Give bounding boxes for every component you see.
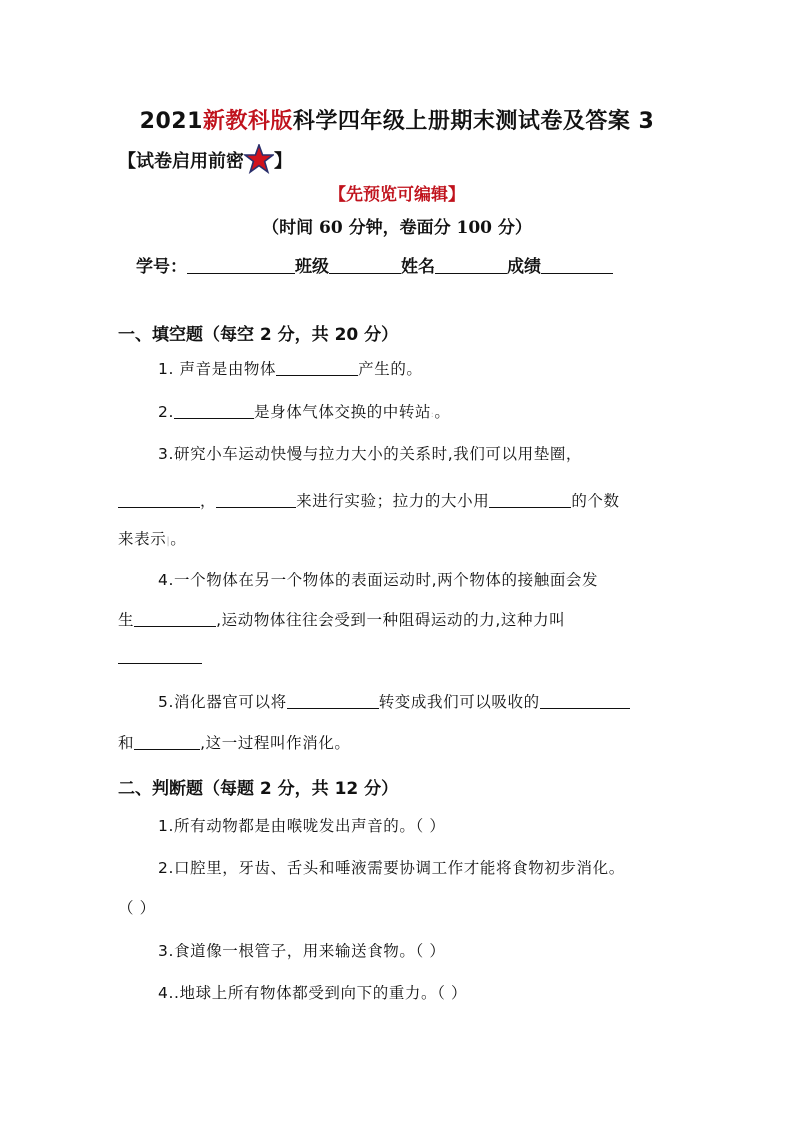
title-year: 2021	[139, 109, 203, 134]
fill-question-4-cont: 生 ,运动物体往往会受到一种阻碍运动的力,这种力叫	[118, 611, 566, 629]
fill-question-3-cont: ， 来进行实验；拉力的大小用 的个数	[118, 489, 620, 511]
answer-blank[interactable]	[276, 360, 358, 376]
answer-blank[interactable]	[118, 648, 202, 664]
student-info-line: 学号： 班级 姓名 成绩	[136, 252, 613, 277]
fill-question-3: 3.研究小车运动快慢与拉力大小的关系时,我们可以用垫圈，	[158, 445, 583, 463]
answer-blank[interactable]	[540, 693, 630, 709]
answer-blank[interactable]	[174, 403, 254, 419]
confidential-label: 【试卷启用前密 】	[118, 144, 292, 174]
judge-question-2: 2.口腔里，牙齿、舌头和唾液需要协调工作才能将食物初步消化。	[158, 859, 625, 877]
title-rest: 科学四年级上册期末测试卷及答案 3	[292, 109, 655, 134]
judge-question-4: 4..地球上所有物体都受到向下的重力。（ ）	[158, 984, 468, 1002]
answer-blank[interactable]	[216, 492, 296, 508]
fill-question-5-cont: 和 ,这一过程叫作消化。	[118, 734, 351, 752]
answer-blank[interactable]	[134, 734, 200, 750]
fill-question-1: 1. 声音是由物体 产生的。	[158, 360, 423, 378]
judge-question-3: 3.食道像一根管子，用来输送食物。（ ）	[158, 942, 446, 960]
section-fill-heading: 一、填空题（每空 2 分，共 20 分）	[118, 325, 399, 345]
document-title	[0, 104, 794, 135]
answer-blank[interactable]	[287, 693, 379, 709]
fill-question-3-end: 来表示|。	[118, 530, 187, 548]
section-judge-heading: 二、判断题（每题 2 分，共 12 分）	[118, 779, 399, 799]
preview-note: 【先预览可编辑】	[329, 185, 465, 205]
judge-question-1: 1.所有动物都是由喉咙发出声音的。（ ）	[158, 817, 446, 835]
class-field[interactable]	[329, 257, 401, 274]
answer-blank[interactable]	[118, 492, 200, 508]
title-edition: 新教科版	[202, 109, 293, 134]
score-field[interactable]	[541, 257, 613, 274]
answer-blank[interactable]	[134, 611, 216, 627]
fill-question-4-end	[118, 648, 202, 666]
answer-blank[interactable]	[489, 492, 571, 508]
fill-question-2: 2. 是身体气体交换的中转站ː。	[158, 403, 451, 421]
star-icon	[244, 144, 274, 174]
fill-question-4: 4.一个物体在另一个物体的表面运动时,两个物体的接触面会发	[158, 571, 599, 589]
time-note: （时间 60 分钟，卷面分 100 分）	[262, 218, 532, 238]
student-no-field[interactable]	[187, 257, 295, 274]
judge-question-2-paren: （ ）	[118, 899, 156, 917]
name-field[interactable]	[435, 257, 507, 274]
fill-question-5: 5.消化器官可以将 转变成我们可以吸收的	[158, 690, 630, 712]
